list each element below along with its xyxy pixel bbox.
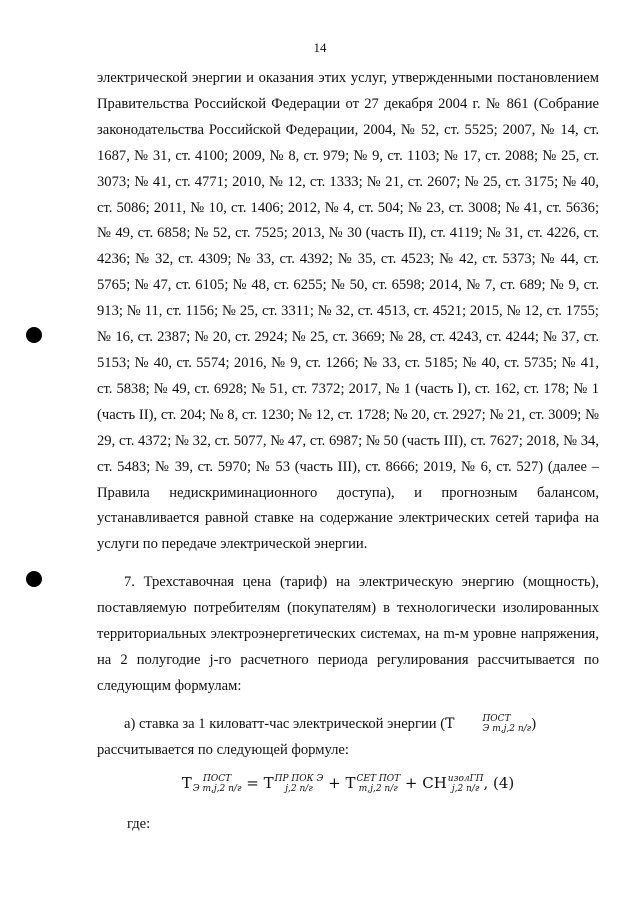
formula-number: , (4) [483, 773, 515, 792]
where-label: где: [127, 815, 151, 832]
formula-term2-sup: СЕТ ПОТ [356, 773, 401, 784]
formula-term1-letter: T [263, 773, 274, 792]
page-number: 14 [313, 40, 327, 55]
formula-4 [97, 768, 599, 798]
symbol-sup: ПОСТ [482, 713, 511, 724]
formula-lhs-sub: Э m,j,2 п/г [192, 783, 242, 794]
formula-lhs-letter: T [181, 773, 192, 792]
formula-plus-1: + [328, 773, 341, 792]
formula-term2-letter: T [345, 773, 356, 792]
item-a-symbol [445, 713, 532, 734]
symbol-letter: T [445, 715, 455, 732]
item-a-close: ) [531, 715, 537, 732]
item-a-text: а) ставка за 1 киловатт-час электрической энергии ( [124, 715, 446, 732]
document-body [97, 66, 599, 837]
binder-hole-bottom [26, 571, 42, 587]
formula-term1-indices [275, 774, 324, 794]
paragraph-7: 7. Трехставочная цена (тариф) на электрическую энергию (мощность), поставляемую потребителям (покупателям) в технологически изолированных территориальных электроэнергетических системах, на m-м уровне напряжения, на 2 полугодие j-го расчетного периода регулирования рассчитывается по следующим формулам: [97, 574, 599, 694]
paragraph-rules-reference: электрической энергии и оказания этих услуг, утвержденными постановлением Правительства Российской Федерации от 27 декабря 2004 г. № 861 (Собрание законодательства Российской Федерации, 2004, № 52, ст. 5525; 2007, № 14, ст. 1687, № 31, ст. 4100; 2009, № 8, ст. 979; № 9, ст. 1103; № 17, ст. 2088; № 25, ст. 3073; № 41, ст. 4771; 2010, № 12, ст. 1333; № 21, ст. 2607; № 25, ст. 3175; № 40, ст. 5086; 2011, № 10, ст. 1406; 2012, № 4, ст. 504; № 23, ст. 3008; № 41, ст. 5636; № 49, ст. 6858; № 52, ст. 7525; 2013, № 30 (часть II), ст. 4119; № 31, ст. 4226, ст. 4236; № 32, ст. 4309; № 33, ст. 4392; № 35, ст. 4523; № 42, ст. 5373; № 44, ст. 5765; № 47, ст. 6105; № 48, ст. 6255; № 50, ст. 6598; 2014, № 7, ст. 689; № 9, ст. 913; № 11, ст. 1156; № 25, ст. 3311; № 32, ст. 4513, ст. 4521; 2015, № 12, ст. 1755; № 16, ст. 2387; № 20, ст. 2924; № 25, ст. 3669; № 28, ст. 4243, ст. 4244; № 37, ст. 5153; № 40, ст. 5574; 2016, № 9, ст. 1266; № 33, ст. 5185; № 40, ст. 5735; № 41, ст. 5838; № 49, ст. 6928; № 51, ст. 7372; 2017, № 1 (часть I), ст. 162, ст. 178; № 1 (часть II), ст. 204; № 8, ст. 1230; № 12, ст. 1728; № 20, ст. 2927; № 21, ст. 3009; № 29, ст. 4372; № 32, ст. 5077, № 47, ст. 6987; № 50 (часть III), ст. 7627; 2018, № 34, ст. 5483; № 39, ст. 5970; № 53 (часть III), ст. 8666; 2019, № 6, ст. 527) (далее – Правила недискриминационного доступа), и прогнозным балансом, устанавливается равной ставке на содержание электрических сетей тарифа на услуги по передаче электрической энергии. [97, 70, 599, 553]
formula-equals: = [246, 773, 259, 792]
formula-lhs-indices [193, 774, 242, 794]
formula-term3-letter: CH [422, 773, 447, 792]
formula-term2-sub: m,j,2 п/г [358, 783, 398, 794]
formula-plus-2: + [404, 773, 418, 792]
paragraph-item-a [97, 712, 599, 738]
formula-term2-indices [357, 774, 401, 794]
formula-term1-sup: ПР ПОК Э [274, 773, 324, 784]
paragraph-formula-intro: рассчитывается по следующей формуле: [97, 741, 349, 758]
symbol-indices [455, 714, 531, 734]
binder-hole-top [26, 327, 42, 343]
symbol-sub: Э m,j,2 п/г [482, 723, 532, 734]
formula-term3-indices [448, 774, 484, 794]
formula-term1-sub: j,2 п/г [285, 783, 313, 794]
formula-term3-sub: j,2 п/г [451, 783, 480, 794]
formula-term3-sup: изолГП [447, 773, 484, 784]
formula-lhs-sup: ПОСТ [203, 773, 232, 784]
